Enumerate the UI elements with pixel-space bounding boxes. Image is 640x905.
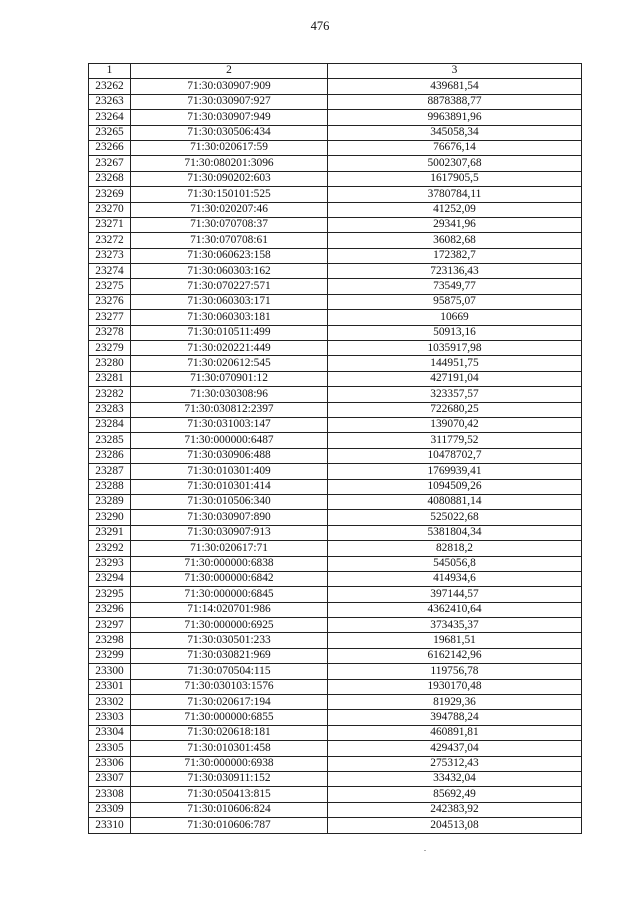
row-number-cell: 23284 — [89, 417, 131, 432]
table-row — [89, 771, 582, 786]
row-number-cell: 23279 — [89, 341, 131, 356]
value-cell: 460891,81 — [328, 725, 582, 740]
value-cell: 139070,42 — [328, 417, 582, 432]
cadastral-number-cell: 71:30:030812:2397 — [131, 402, 328, 417]
row-number-cell: 23291 — [89, 525, 131, 540]
row-number-cell: 23289 — [89, 494, 131, 509]
cadastral-number-cell: 71:30:010301:409 — [131, 464, 328, 479]
table-row — [89, 464, 582, 479]
table-row — [89, 633, 582, 648]
row-number-cell: 23264 — [89, 110, 131, 125]
cadastral-number-cell: 71:30:030907:909 — [131, 79, 328, 94]
row-number-cell: 23266 — [89, 140, 131, 155]
table-row — [89, 125, 582, 140]
row-number-cell: 23268 — [89, 171, 131, 186]
cadastral-number-cell: 71:30:010301:458 — [131, 741, 328, 756]
row-number-cell: 23286 — [89, 448, 131, 463]
cadastral-number-cell: 71:30:020617:59 — [131, 140, 328, 155]
cadastral-number-cell: 71:30:060303:181 — [131, 310, 328, 325]
value-cell: 10478702,7 — [328, 448, 582, 463]
row-number-cell: 23271 — [89, 217, 131, 232]
value-cell: 414934,6 — [328, 571, 582, 586]
table-row — [89, 802, 582, 817]
table-row — [89, 448, 582, 463]
table-row — [89, 618, 582, 633]
cadastral-number-cell: 71:30:030907:949 — [131, 110, 328, 125]
cadastral-number-cell: 71:30:000000:6838 — [131, 556, 328, 571]
value-cell: 85692,49 — [328, 787, 582, 802]
table-row — [89, 679, 582, 694]
row-number-cell: 23304 — [89, 725, 131, 740]
cadastral-number-cell: 71:30:060303:171 — [131, 294, 328, 309]
table-row — [89, 294, 582, 309]
value-cell: 311779,52 — [328, 433, 582, 448]
table-header-row — [89, 64, 582, 79]
row-number-cell: 23293 — [89, 556, 131, 571]
table-row — [89, 264, 582, 279]
value-cell: 4080881,14 — [328, 494, 582, 509]
table-row — [89, 110, 582, 125]
cadastral-number-cell: 71:30:070504:115 — [131, 664, 328, 679]
value-cell: 172382,7 — [328, 248, 582, 263]
table-row — [89, 433, 582, 448]
cadastral-number-cell: 71:30:070901:12 — [131, 371, 328, 386]
cadastral-number-cell: 71:30:060303:162 — [131, 264, 328, 279]
row-number-cell: 23306 — [89, 756, 131, 771]
value-cell: 10669 — [328, 310, 582, 325]
table-row — [89, 248, 582, 263]
cadastral-number-cell: 71:30:070708:37 — [131, 217, 328, 232]
value-cell: 82818,2 — [328, 541, 582, 556]
value-cell: 95875,07 — [328, 294, 582, 309]
row-number-cell: 23301 — [89, 679, 131, 694]
value-cell: 5002307,68 — [328, 156, 582, 171]
table-row — [89, 541, 582, 556]
cadastral-number-cell: 71:30:030103:1576 — [131, 679, 328, 694]
cadastral-number-cell: 71:30:020612:545 — [131, 356, 328, 371]
table-row — [89, 479, 582, 494]
row-number-cell: 23288 — [89, 479, 131, 494]
row-number-cell: 23294 — [89, 571, 131, 586]
row-number-cell: 23281 — [89, 371, 131, 386]
cadastral-number-cell: 71:30:010511:499 — [131, 325, 328, 340]
cadastral-number-cell: 71:30:010506:340 — [131, 494, 328, 509]
column-header-1: 1 — [89, 64, 131, 79]
row-number-cell: 23275 — [89, 279, 131, 294]
table-row — [89, 310, 582, 325]
value-cell: 722680,25 — [328, 402, 582, 417]
cadastral-number-cell: 71:30:000000:6855 — [131, 710, 328, 725]
value-cell: 345058,34 — [328, 125, 582, 140]
row-number-cell: 23276 — [89, 294, 131, 309]
row-number-cell: 23305 — [89, 741, 131, 756]
value-cell: 29341,96 — [328, 217, 582, 232]
value-cell: 76676,14 — [328, 140, 582, 155]
page-number: 476 — [310, 19, 330, 33]
row-number-cell: 23290 — [89, 510, 131, 525]
table-row — [89, 525, 582, 540]
value-cell: 8878388,77 — [328, 94, 582, 109]
cadastral-number-cell: 71:30:010606:824 — [131, 802, 328, 817]
cadastral-number-cell: 71:30:010301:414 — [131, 479, 328, 494]
value-cell: 427191,04 — [328, 371, 582, 386]
value-cell: 1094509,26 — [328, 479, 582, 494]
value-cell: 1769939,41 — [328, 464, 582, 479]
row-number-cell: 23285 — [89, 433, 131, 448]
row-number-cell: 23274 — [89, 264, 131, 279]
table-row — [89, 571, 582, 586]
value-cell: 50913,16 — [328, 325, 582, 340]
table-row — [89, 217, 582, 232]
value-cell: 73549,77 — [328, 279, 582, 294]
table-row — [89, 695, 582, 710]
cadastral-number-cell: 71:30:030501:233 — [131, 633, 328, 648]
cadastral-number-cell: 71:30:020617:71 — [131, 541, 328, 556]
row-number-cell: 23263 — [89, 94, 131, 109]
cadastral-number-cell: 71:30:070708:61 — [131, 233, 328, 248]
row-number-cell: 23287 — [89, 464, 131, 479]
value-cell: 439681,54 — [328, 79, 582, 94]
table-row — [89, 602, 582, 617]
row-number-cell: 23307 — [89, 771, 131, 786]
cadastral-number-cell: 71:30:090202:603 — [131, 171, 328, 186]
table-row — [89, 664, 582, 679]
table-row — [89, 325, 582, 340]
cadastral-number-cell: 71:30:020617:194 — [131, 695, 328, 710]
value-cell: 33432,04 — [328, 771, 582, 786]
cadastral-number-cell: 71:14:020701:986 — [131, 602, 328, 617]
value-cell: 204513,08 — [328, 818, 582, 833]
row-number-cell: 23267 — [89, 156, 131, 171]
table-row — [89, 279, 582, 294]
table-row — [89, 171, 582, 186]
value-cell: 373435,37 — [328, 618, 582, 633]
row-number-cell: 23303 — [89, 710, 131, 725]
table-body — [89, 79, 582, 833]
value-cell: 545056,8 — [328, 556, 582, 571]
value-cell: 242383,92 — [328, 802, 582, 817]
table-row — [89, 140, 582, 155]
cadastral-number-cell: 71:30:020618:181 — [131, 725, 328, 740]
row-number-cell: 23283 — [89, 402, 131, 417]
scan-speck — [424, 850, 426, 851]
table-row — [89, 356, 582, 371]
cadastral-number-cell: 71:30:030907:913 — [131, 525, 328, 540]
table-row — [89, 510, 582, 525]
table-row — [89, 387, 582, 402]
value-cell: 81929,36 — [328, 695, 582, 710]
column-header-2: 2 — [131, 64, 328, 79]
table-row — [89, 741, 582, 756]
row-number-cell: 23299 — [89, 648, 131, 663]
table-row — [89, 233, 582, 248]
table-row — [89, 202, 582, 217]
table-row — [89, 756, 582, 771]
cadastral-number-cell: 71:30:000000:6925 — [131, 618, 328, 633]
table-row — [89, 587, 582, 602]
value-cell: 3780784,11 — [328, 187, 582, 202]
row-number-cell: 23273 — [89, 248, 131, 263]
cadastral-number-cell: 71:30:020221:449 — [131, 341, 328, 356]
value-cell: 397144,57 — [328, 587, 582, 602]
table-row — [89, 494, 582, 509]
table-row — [89, 725, 582, 740]
value-cell: 19681,51 — [328, 633, 582, 648]
value-cell: 429437,04 — [328, 741, 582, 756]
row-number-cell: 23309 — [89, 802, 131, 817]
cadastral-number-cell: 71:30:030907:927 — [131, 94, 328, 109]
cadastral-number-cell: 71:30:070227:571 — [131, 279, 328, 294]
cadastral-number-cell: 71:30:031003:147 — [131, 417, 328, 432]
cadastral-number-cell: 71:30:030308:96 — [131, 387, 328, 402]
row-number-cell: 23292 — [89, 541, 131, 556]
value-cell: 525022,68 — [328, 510, 582, 525]
value-cell: 723136,43 — [328, 264, 582, 279]
value-cell: 394788,24 — [328, 710, 582, 725]
cadastral-number-cell: 71:30:000000:6938 — [131, 756, 328, 771]
row-number-cell: 23282 — [89, 387, 131, 402]
table-row — [89, 341, 582, 356]
cadastral-number-cell: 71:30:010606:787 — [131, 818, 328, 833]
cadastral-number-cell: 71:30:000000:6845 — [131, 587, 328, 602]
column-header-3: 3 — [328, 64, 582, 79]
cadastral-number-cell: 71:30:030907:890 — [131, 510, 328, 525]
row-number-cell: 23296 — [89, 602, 131, 617]
row-number-cell: 23297 — [89, 618, 131, 633]
value-cell: 5381804,34 — [328, 525, 582, 540]
table-row — [89, 156, 582, 171]
row-number-cell: 23295 — [89, 587, 131, 602]
row-number-cell: 23262 — [89, 79, 131, 94]
value-cell: 9963891,96 — [328, 110, 582, 125]
value-cell: 1035917,98 — [328, 341, 582, 356]
table-row — [89, 648, 582, 663]
table-row — [89, 787, 582, 802]
value-cell: 1617905,5 — [328, 171, 582, 186]
cadastral-number-cell: 71:30:000000:6487 — [131, 433, 328, 448]
cadastral-number-cell: 71:30:150101:525 — [131, 187, 328, 202]
row-number-cell: 23270 — [89, 202, 131, 217]
value-cell: 119756,78 — [328, 664, 582, 679]
cadastral-number-cell: 71:30:080201:3096 — [131, 156, 328, 171]
value-cell: 36082,68 — [328, 233, 582, 248]
row-number-cell: 23310 — [89, 818, 131, 833]
table-row — [89, 417, 582, 432]
row-number-cell: 23302 — [89, 695, 131, 710]
table-row — [89, 94, 582, 109]
registry-table — [88, 63, 582, 834]
cadastral-number-cell: 71:30:030906:488 — [131, 448, 328, 463]
cadastral-number-cell: 71:30:060623:158 — [131, 248, 328, 263]
value-cell: 4362410,64 — [328, 602, 582, 617]
value-cell: 6162142,96 — [328, 648, 582, 663]
table-row — [89, 710, 582, 725]
value-cell: 144951,75 — [328, 356, 582, 371]
row-number-cell: 23269 — [89, 187, 131, 202]
cadastral-number-cell: 71:30:030821:969 — [131, 648, 328, 663]
table-row — [89, 556, 582, 571]
value-cell: 41252,09 — [328, 202, 582, 217]
table-row — [89, 79, 582, 94]
row-number-cell: 23278 — [89, 325, 131, 340]
cadastral-number-cell: 71:30:050413:815 — [131, 787, 328, 802]
table-row — [89, 402, 582, 417]
row-number-cell: 23308 — [89, 787, 131, 802]
value-cell: 323357,57 — [328, 387, 582, 402]
row-number-cell: 23272 — [89, 233, 131, 248]
cadastral-number-cell: 71:30:030911:152 — [131, 771, 328, 786]
row-number-cell: 23280 — [89, 356, 131, 371]
row-number-cell: 23298 — [89, 633, 131, 648]
cadastral-number-cell: 71:30:030506:434 — [131, 125, 328, 140]
row-number-cell: 23265 — [89, 125, 131, 140]
table-row — [89, 371, 582, 386]
row-number-cell: 23300 — [89, 664, 131, 679]
row-number-cell: 23277 — [89, 310, 131, 325]
table-row — [89, 187, 582, 202]
value-cell: 275312,43 — [328, 756, 582, 771]
cadastral-number-cell: 71:30:000000:6842 — [131, 571, 328, 586]
cadastral-number-cell: 71:30:020207:46 — [131, 202, 328, 217]
value-cell: 1930170,48 — [328, 679, 582, 694]
table-row — [89, 818, 582, 833]
